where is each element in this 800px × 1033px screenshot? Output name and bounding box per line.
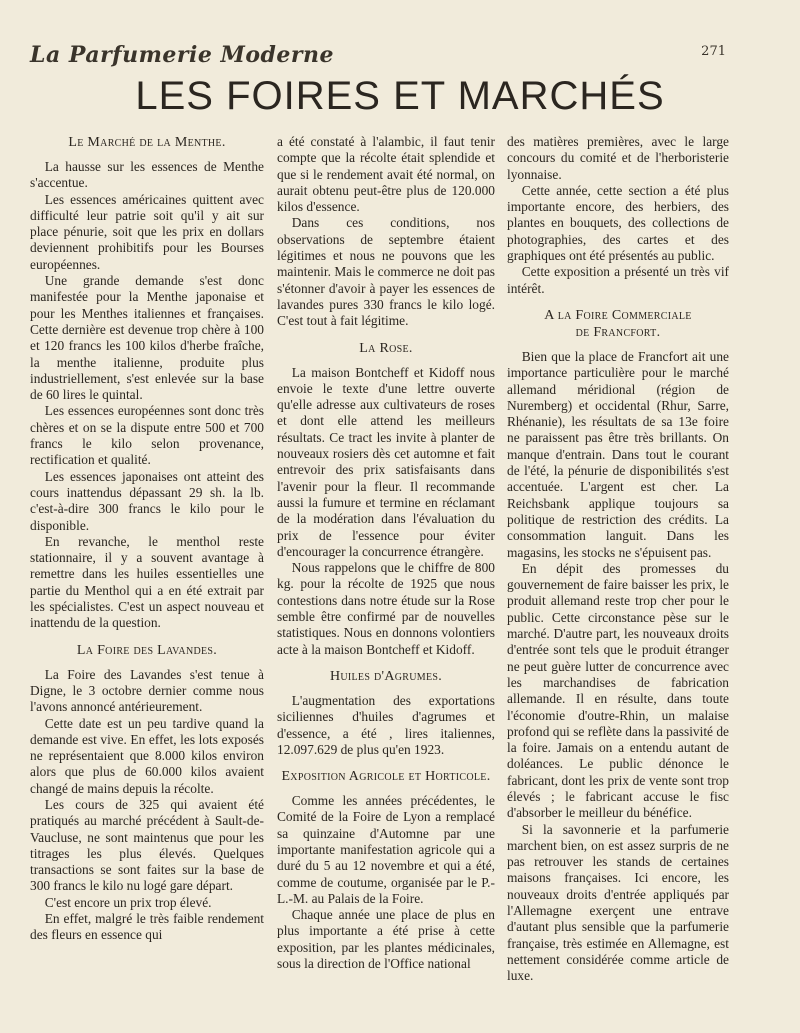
paragraph: Si la savonnerie et la parfumerie marchent bien, on est assez surpris de ne pas retrouver les stands de certaines maisons françaises. Ici encore, les nouveaux droits d'entrée appliqués par l'Allemagne exerçent une entrave d'autant plus sensible que la parfumerie française, très estimée en Allemagne, est nettement considérée comme article de luxe.: [507, 821, 729, 984]
paragraph: Cette année, cette section a été plus importante encore, des herbiers, des plantes en bouquets, des collections de photographies, des cartes et des graphiques ont été présentés au public.: [507, 182, 729, 264]
column-3: [507, 134, 729, 985]
heading-line: de Francfort.: [575, 324, 661, 340]
section-heading-exposition: Exposition Agricole et Horticole.: [281, 769, 491, 785]
section-heading-francfort: [507, 307, 729, 341]
paragraph: La maison Bontcheff et Kidoff nous envoie le texte d'une lettre ouverte qu'elle adresse aux cultivateurs de roses et dont elle attend les meilleurs résultats. Ce tract les invite à planter de nouveaux rosiers dès cet automne et fait entrevoir des prix satisfaisants dans l'avenir pour la fleur. Il recommande aussi la fumure et termine en réclamant de la modération dans l'évaluation du prix de l'essence pour éviter d'encourager la concurrence étrangère.: [277, 364, 495, 559]
paragraph: Les essences européennes sont donc très chères et on se la dispute entre 500 et 700 francs le kilo selon provenance, rectification et qualité.: [30, 403, 264, 468]
paragraph: En revanche, le menthol reste stationnaire, il y a souvent avantage à remettre dans les huiles essentielles une partie du Menthol qui a en été extrait par les spécialistes. C'est un aspect nouveau et inattendu de la question.: [30, 533, 264, 631]
paragraph: des matières premières, avec le large concours du comité et de l'herboristerie lyonnaise.: [507, 134, 729, 182]
paragraph: Dans ces conditions, nos observations de septembre étaient légitimes et nous ne pouvons que les maintenir. Mais le commerce ne doit pas s'étonner d'avoir à payer les essences de lavandes pures 330 francs le kilo logé. C'est tout à fait légitime.: [277, 215, 495, 329]
paragraph: L'augmentation des exportations siciliennes d'huiles d'agrumes et d'essence, a été , lires italiennes, 12.097.629 de plus qu'en 1923.: [277, 692, 495, 757]
section-heading-rose: La Rose.: [359, 340, 413, 356]
section-heading-menthe: Le Marché de la Menthe.: [68, 135, 226, 150]
paragraph: Les essences japonaises ont atteint des cours inattendus dépassant 29 sh. la lb. c'est-à-dire 300 francs le kilo pour le disponible.: [30, 468, 264, 533]
paragraph: Nous rappelons que le chiffre de 800 kg. pour la récolte de 1925 que nous contestions dans notre étude sur la Rose semble être confirmé par de nouvelles statistiques. Nous en donnons volontiers acte à la maison Bontcheff et Kidoff.: [277, 560, 495, 657]
paragraph: Comme les années précédentes, le Comité de la Foire de Lyon a remplacé sa quinzaine d'Automne par une importante manifestation agricole qui a duré du 5 au 12 novembre et qui a été, comme de coutume, organisée par le P.-L.-M. au Palais de la Foire.: [277, 793, 495, 906]
paragraph: En dépit des promesses du gouvernement de faire baisser les prix, le produit allemand reste trop cher pour le public. Cette circonstance pèse sur le marché. D'autre part, les nouveaux droits d'entrée sont tels que le produit étranger ne peut guère lutter de concurrence avec les marchandises de fabrication allemande. Il en résulte, dans toute l'économie d'outre-Rhin, un malaise profond qui se reflète dans la passivité de la foire. Jamais on a entendu autant de doléances. Le public dénonce le fabricant, dont les prix de vente sont trop élevés ; le fabricant accuse le fisc d'absorber le meilleur du bénéfice.: [507, 560, 729, 821]
paragraph: Chaque année une place de plus en plus importante a été prise à cette exposition, par les plantes médicinales, sous la direction de l'Office national: [277, 907, 495, 972]
paragraph: Cette date est un peu tardive quand la demande est vive. En effet, les lots exposés ne représentaient que 8.000 kilos environ alors que plus de 60.000 kilos avaient changé de mains depuis la récolte.: [30, 715, 264, 796]
paragraph: Les essences américaines quittent avec difficulté leur patrie soit qu'il y ait sur place pénurie, soit que les prix en dollars deviennent prohibitifs pour les Bourses européennes.: [30, 191, 264, 272]
column-1: [30, 134, 264, 944]
paragraph: Bien que la place de Francfort ait une importance particulière pour le marché allemand méridional (région de Nuremberg) et occidental (Rhur, Sarre, Rhénanie), les résultats de sa 13e foire ne paraissent pas être très brillants. On manque d'entrain. Dans tout le courant de l'été, la pénurie de disponibilités s'est accentuée. L'argent est cher. La Reichsbank applique toujours sa politique de restriction des crédits. La consommation languit. Dans les magasins, les stocks ne s'épuisent pas.: [507, 348, 729, 560]
column-2: [277, 134, 495, 972]
paragraph: En effet, malgré le très faible rendement des fleurs en essence qui: [30, 911, 264, 943]
paragraph: C'est encore un prix trop élevé.: [44, 894, 212, 910]
page-title: LES FOIRES ET MARCHÉS: [135, 74, 665, 118]
paragraph: Cette exposition a présenté un très vif intérêt.: [507, 264, 729, 296]
masthead: La Parfumerie Moderne: [30, 42, 335, 68]
paragraph: La Foire des Lavandes s'est tenue à Digne, le 3 octobre dernier comme nous l'avons annoncé antérieurement.: [30, 666, 264, 715]
page-number: 271: [701, 44, 726, 59]
heading-line: A la Foire Commerciale: [544, 307, 692, 323]
section-heading-lavandes: La Foire des Lavandes.: [76, 642, 218, 658]
paragraph: La hausse sur les essences de Menthe s'accentue.: [30, 159, 264, 191]
section-heading-agrumes: Huiles d'Agrumes.: [329, 668, 443, 684]
paragraph: Une grande demande s'est donc manifestée pour la Menthe japonaise et pour les Menthes italiennes et françaises. Cette dernière est devenue trop chère à 100 et 120 francs les 100 kilos d'herbe fraîche, la menthe italienne, produite plus industriellement, s'est enlevée sur la base de 60 lires le quintal.: [30, 273, 264, 403]
paragraph: Les cours de 325 qui avaient été pratiqués au marché précédent à Sault-de-Vaucluse, ne sont maintenus que pour les titrages les plus élevés. Quelques transactions se sont faites sur la base de 300 francs le kilo nu logé gare départ.: [30, 796, 264, 894]
paragraph: a été constaté à l'alambic, il faut tenir compte que la récolte était splendide et que si le rendement avait été normal, on aurait obtenu peut-être plus de 120.000 kilos d'essence.: [277, 134, 495, 215]
